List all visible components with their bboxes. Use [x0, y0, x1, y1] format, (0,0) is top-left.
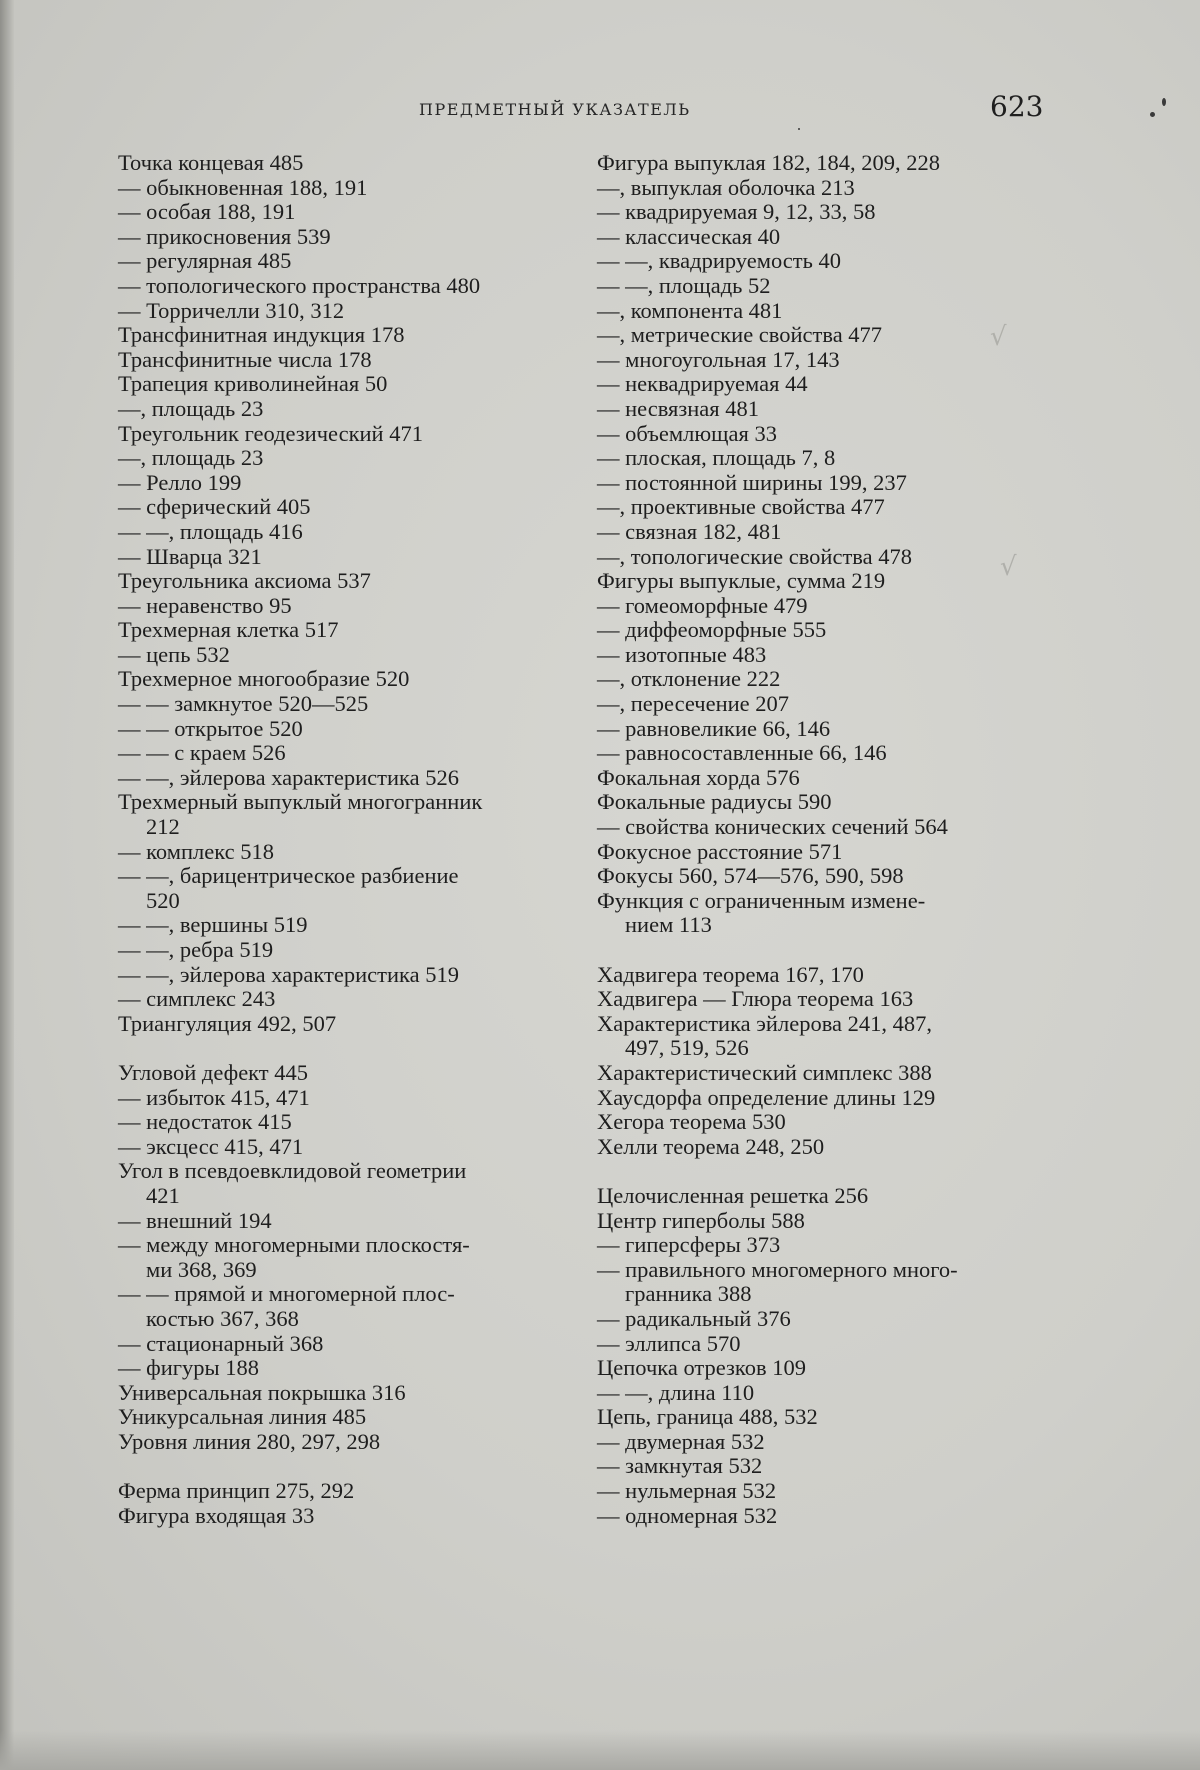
section-gap: [597, 938, 1057, 963]
index-entry: — двумерная 532: [597, 1428, 765, 1454]
index-entry: Трехмерный выпуклый многогранник: [118, 789, 483, 815]
index-entry: — равносоставленные 66, 146: [597, 740, 887, 766]
index-entry: — —, квадрируемость 40: [597, 248, 842, 274]
pencil-mark: √: [1000, 552, 1017, 582]
index-entry: Трапеция криволинейная 50: [118, 371, 388, 397]
index-entry: — классическая 40: [597, 223, 781, 249]
index-entry: Цепочка отрезков 109: [597, 1355, 806, 1381]
index-entry: — —, ребра 519: [118, 937, 274, 962]
index-entry: Центр гиперболы 588: [597, 1207, 805, 1233]
index-entry: — стационарный 368: [118, 1330, 324, 1356]
index-entry: Угловой дефект 445: [118, 1059, 309, 1085]
index-entry: —, пересечение 207: [597, 691, 790, 717]
index-entry: — топологического пространства 480: [118, 272, 481, 298]
index-entry-continuation: гранника 388: [625, 1281, 752, 1307]
page-bottom-shadow: [0, 1730, 1200, 1770]
index-entry: Ферма принцип 275, 292: [118, 1478, 355, 1504]
index-entry: — Торричелли 310, 312: [118, 297, 345, 323]
index-entry: Функция с ограниченным измене-: [597, 887, 926, 913]
index-entry: Угол в псевдоевклидовой геометрии: [118, 1158, 467, 1184]
index-entry: — гиперсферы 373: [597, 1232, 781, 1258]
index-entry: Характеристика эйлерова 241, 487,: [597, 1010, 933, 1036]
index-entry: Триангуляция 492, 507: [118, 1010, 337, 1036]
index-entry: — свойства конических сечений 564: [597, 814, 948, 840]
index-entry: —, площадь 23: [118, 395, 264, 421]
index-entry: Фокусы 560, 574—576, 590, 598: [597, 863, 904, 889]
index-entry: —, компонента 481: [597, 297, 783, 323]
index-entry: — избыток 415, 471: [118, 1084, 310, 1110]
index-entry: — —, длина 110: [597, 1379, 755, 1405]
index-entry: — сферический 405: [118, 494, 311, 520]
index-entry: — одномерная 532: [597, 1502, 778, 1528]
index-entry: — симплекс 243: [118, 986, 276, 1012]
index-entry: —, проективные свойства 477: [597, 494, 885, 520]
index-entry: — диффеоморфные 555: [597, 617, 827, 643]
index-entry: — обыкновенная 188, 191: [118, 174, 368, 200]
index-entry: — —, эйлерова характеристика 526: [118, 764, 459, 790]
index-entry: Фигура входящая 33: [118, 1502, 315, 1528]
index-entry: Уникурсальная линия 485: [118, 1404, 367, 1430]
index-entry: — Релло 199: [118, 469, 242, 495]
index-entry: — цепь 532: [118, 641, 230, 667]
index-entry: — несвязная 481: [597, 395, 760, 421]
index-entry: — плоская, площадь 7, 8: [597, 445, 836, 471]
index-entry: Трехмерное многообразие 520: [118, 666, 410, 692]
index-entry-continuation: нием 113: [625, 912, 712, 938]
index-entry: — прикосновения 539: [118, 223, 331, 249]
index-entry: — объемлющая 33: [597, 420, 777, 446]
index-entry: — — с краем 526: [118, 740, 286, 766]
index-entry: — квадрируемая 9, 12, 33, 58: [597, 199, 876, 225]
index-entry: Трехмерная клетка 517: [118, 617, 339, 643]
index-entry: — неквадрируемая 44: [597, 371, 808, 397]
index-entry: — —, площадь 52: [597, 272, 771, 298]
index-entry: Трансфинитная индукция 178: [118, 322, 405, 348]
index-entry: Хадвигера теорема 167, 170: [597, 961, 864, 987]
index-entry: — особая 188, 191: [118, 199, 296, 225]
index-entry: — регулярная 485: [118, 248, 292, 274]
index-entry: Фигуры выпуклые, сумма 219: [597, 568, 886, 594]
index-entry: Фокальные радиусы 590: [597, 789, 832, 815]
index-entry: — нульмерная 532: [597, 1478, 777, 1504]
index-entry-continuation: 212: [146, 814, 180, 840]
index-entry: — между многомерными плоскостя-: [118, 1232, 470, 1258]
ink-speck: [798, 128, 800, 130]
index-entry-continuation: 421: [146, 1182, 180, 1208]
index-entry: — постоянной ширины 199, 237: [597, 469, 907, 495]
index-entry: — изотопные 483: [597, 641, 767, 667]
index-entry: — внешний 194: [118, 1207, 272, 1233]
index-column-left: [118, 151, 578, 1528]
index-entry: — радикальный 376: [597, 1305, 791, 1331]
index-entry-continuation: 497, 519, 526: [625, 1035, 749, 1061]
ink-speck: [1162, 98, 1166, 106]
index-entry-continuation: костью 367, 368: [146, 1305, 299, 1331]
index-entry: —, отклонение 222: [597, 666, 781, 692]
index-entry: — гомеоморфные 479: [597, 592, 808, 618]
index-entry: — фигуры 188: [118, 1355, 259, 1381]
index-entry: — — замкнутое 520—525: [118, 691, 369, 717]
index-entry: Хаусдорфа определение длины 129: [597, 1084, 936, 1110]
index-entry: — правильного многомерного много-: [597, 1256, 958, 1282]
index-column-right: [597, 151, 1057, 1528]
index-entry: Хадвигера — Глюра теорема 163: [597, 986, 914, 1012]
index-entry-continuation: ми 368, 369: [146, 1256, 257, 1282]
index-entry: Хегора теорема 530: [597, 1109, 786, 1135]
section-gap: [597, 1159, 1057, 1184]
page-binding-shadow: [0, 0, 14, 1770]
index-entry: — —, вершины 519: [118, 912, 308, 938]
index-entry: Треугольник геодезический 471: [118, 420, 423, 446]
ink-speck: [1150, 112, 1155, 117]
index-entry: Фокусное расстояние 571: [597, 838, 843, 864]
pencil-mark: √: [990, 322, 1007, 352]
index-entry: —, площадь 23: [118, 445, 264, 471]
index-entry-continuation: 520: [146, 887, 180, 913]
section-gap: [118, 1036, 578, 1061]
index-entry: —, топологические свойства 478: [597, 543, 912, 569]
index-entry: Точка концевая 485: [118, 150, 304, 175]
index-entry: — недостаток 415: [118, 1109, 292, 1135]
index-entry: — — открытое 520: [118, 715, 303, 741]
index-entry: — —, эйлерова характеристика 519: [118, 961, 459, 987]
index-entry: — эксцесс 415, 471: [118, 1133, 304, 1159]
header-title: ПРЕДМЕТНЫЙ УКАЗАТЕЛЬ: [419, 100, 691, 119]
index-entry: Фокальная хорда 576: [597, 764, 800, 790]
page-number: 623: [990, 90, 1044, 123]
index-entry: — эллипса 570: [597, 1330, 741, 1356]
index-entry: Хелли теорема 248, 250: [597, 1133, 825, 1159]
index-entry: — связная 182, 481: [597, 518, 782, 544]
section-gap: [118, 1454, 578, 1479]
index-entry: —, выпуклая оболочка 213: [597, 174, 855, 200]
index-entry: — многоугольная 17, 143: [597, 346, 840, 372]
index-entry: — замкнутая 532: [597, 1453, 763, 1479]
index-entry: — —, площадь 416: [118, 518, 303, 544]
index-entry: — равновеликие 66, 146: [597, 715, 831, 741]
index-entry: Уровня линия 280, 297, 298: [118, 1428, 381, 1454]
index-entry: — неравенство 95: [118, 592, 292, 618]
index-entry: Характеристический симплекс 388: [597, 1059, 932, 1085]
index-entry: —, метрические свойства 477: [597, 322, 883, 348]
index-entry: Треугольника аксиома 537: [118, 568, 371, 594]
index-entry: Фигура выпуклая 182, 184, 209, 228: [597, 150, 941, 175]
index-entry: — Шварца 321: [118, 543, 262, 569]
index-entry: — комплекс 518: [118, 838, 274, 864]
index-entry: Цепь, граница 488, 532: [597, 1404, 818, 1430]
running-head: [0, 90, 1200, 136]
index-entry: — —, барицентрическое разбиение: [118, 863, 459, 889]
index-entry: — — прямой и многомерной плос-: [118, 1281, 455, 1307]
index-entry: Целочисленная решетка 256: [597, 1182, 869, 1208]
index-entry: Трансфинитные числа 178: [118, 346, 372, 372]
index-entry: Универсальная покрышка 316: [118, 1379, 406, 1405]
